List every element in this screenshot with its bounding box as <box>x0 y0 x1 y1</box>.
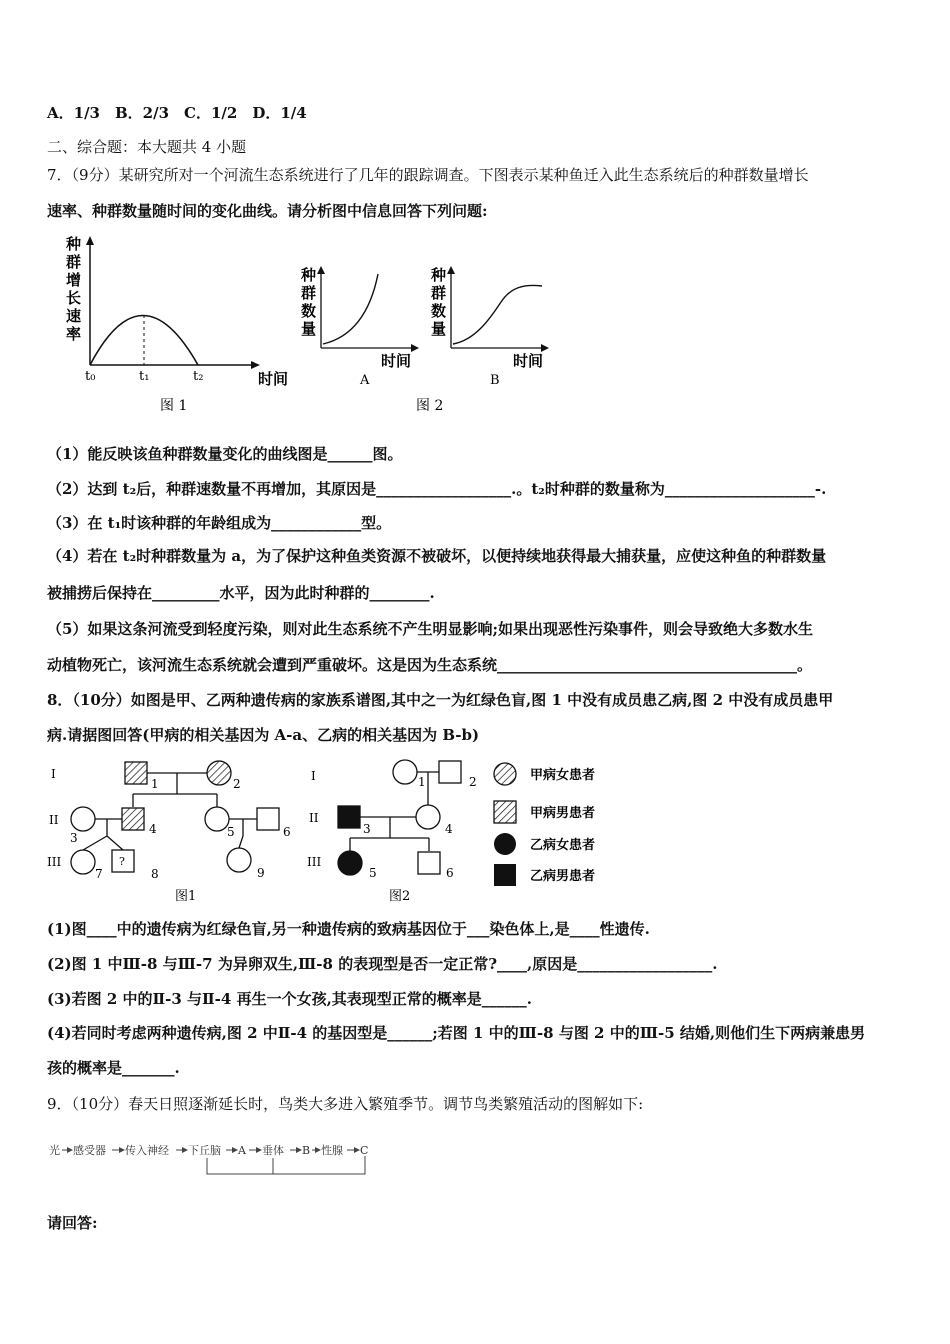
q7-sub4-line1: （4）若在 t₂时种群数量为 a，为了保护这种鱼类资源不被破坏，以便持续地获得最大捕获量，应使这种鱼的种群数量 <box>47 547 827 565</box>
ped2-I1-normal-female <box>393 760 417 784</box>
q9-flow-diagram <box>45 1136 385 1178</box>
legend-filled-circle-icon <box>494 833 516 855</box>
q7-sub4-line2: 被捕捞后保持在_________水平，因为此时种群的________. <box>47 584 435 602</box>
ped2-II4-normal-female <box>416 805 440 829</box>
ped2-gen-I: I <box>311 769 316 783</box>
q7-sub1: （1）能反映该鱼种群数量变化的曲线图是______图。 <box>47 445 403 463</box>
legend-filled-square-icon <box>494 864 516 886</box>
section-title: 二、综合题：本大题共 4 小题 <box>47 138 247 156</box>
q7-sub2: （2）达到 t₂后，种群速数量不再增加，其原因是__________________.。t₂时种群的数量称为____________________-. <box>47 480 827 498</box>
fig2-label-a: A <box>360 373 370 388</box>
ped1-label: 6 <box>283 825 291 839</box>
fig2b-ylabel-char: 数 <box>431 302 447 320</box>
q7-sub5-line2: 动植物死亡，该河流生态系统就会遭到严重破坏。这是因为生态系统________________________________________。 <box>47 656 813 674</box>
flow-node: 传入神经 <box>125 1144 169 1157</box>
flow-node: C <box>360 1144 369 1157</box>
ped1-unknown-mark: ? <box>119 855 125 868</box>
ped2-label: 4 <box>445 822 453 836</box>
q8-sub1: (1)图____中的遗传病为红绿色盲,另一种遗传病的致病基因位于___染色体上,是____性遗传. <box>47 920 650 938</box>
fig2a-ylabel-char: 数 <box>301 302 317 320</box>
fig2a-xlabel: 时间 <box>381 352 412 370</box>
ped1-I2-affected-female <box>207 761 231 785</box>
ped2-gen-II: II <box>309 811 319 825</box>
flow-node: 感受器 <box>73 1144 106 1157</box>
ped1-label: 4 <box>149 822 157 836</box>
fig2b-xlabel: 时间 <box>513 352 544 370</box>
fig2b-ylabel-char: 群 <box>431 284 447 302</box>
q7-stem-line1: 7．（9分）某研究所对一个河流生态系统进行了几年的跟踪调查。下图表示某种鱼迁入此生态系统后的种群数量增长 <box>47 166 809 184</box>
fig2b-y-arrow <box>447 266 455 274</box>
ped2-label: 3 <box>363 822 371 836</box>
fig1-ylabel-char: 长 <box>66 289 82 307</box>
ped1-III9-normal-female <box>227 848 251 872</box>
fig2b-x-arrow <box>541 344 549 352</box>
ped1-label: 2 <box>233 777 241 791</box>
ped2-caption: 图2 <box>389 889 411 904</box>
q7-figure-2 <box>296 262 556 422</box>
pedigree-figure-1 <box>45 758 305 908</box>
flow-node: 垂体 <box>262 1144 284 1157</box>
q9-stem: 9．（10分）春天日照逐渐延长时，鸟类大多进入繁殖季节。调节鸟类繁殖活动的图解如下: <box>47 1095 644 1113</box>
ped1-twin-line-7 <box>83 836 107 850</box>
q9-ask: 请回答: <box>47 1214 98 1232</box>
fig2a-ylabel-char: 种 <box>301 266 317 284</box>
ped1-gen-II: II <box>49 813 59 827</box>
fig1-ylabel-char: 群 <box>66 253 82 271</box>
ped1-label: 5 <box>227 825 235 839</box>
ped2-III6-normal-male <box>418 852 440 874</box>
ped2-label: 5 <box>369 866 377 880</box>
legend-label: 甲病男患者 <box>530 806 596 821</box>
ped1-label: 7 <box>95 867 103 881</box>
ped2-II3-affected-male <box>338 806 360 828</box>
ped1-gen-I: I <box>51 767 56 781</box>
fig2a-ylabel-char: 群 <box>301 284 317 302</box>
q6-options: A．1/3 B．2/3 C．1/2 D．1/4 <box>47 104 307 122</box>
q7-sub3: （3）在 t₁时该种群的年龄组成为____________型。 <box>47 514 392 532</box>
fig2b-ylabel-char: 种 <box>431 266 447 284</box>
fig2b-ylabel-char: 量 <box>431 320 447 338</box>
q8-sub4-line2: 孩的概率是_______. <box>47 1059 180 1077</box>
legend-label: 乙病男患者 <box>530 869 596 884</box>
q7-sub5-line1: （5）如果这条河流受到轻度污染，则对此生态系统不产生明显影响;如果出现恶性污染事件，则会导致绝大多数水生 <box>47 620 813 638</box>
flow-node: A <box>238 1144 246 1157</box>
fig1-ylabel-char: 增 <box>66 271 82 289</box>
pedigree-legend <box>490 760 620 890</box>
ped2-III5-affected-female <box>338 851 362 875</box>
ped1-caption: 图1 <box>175 889 197 904</box>
fig1-t2: t₂ <box>193 369 204 384</box>
ped1-label: 1 <box>151 777 159 791</box>
flow-node: 下丘脑 <box>188 1144 221 1157</box>
fig1-caption: 图 1 <box>160 398 188 414</box>
fig2-label-b: B <box>490 373 500 388</box>
q8-stem-line1: 8．（10分）如图是甲、乙两种遗传病的家族系谱图,其中之一为红绿色盲,图 1 中没有成员患乙病,图 2 中没有成员患甲 <box>47 691 834 709</box>
ped1-gen-III: III <box>47 855 62 869</box>
ped2-label: 1 <box>418 775 426 789</box>
fig2a-ylabel-char: 量 <box>301 320 317 338</box>
ped1-I1-affected-male <box>125 762 147 784</box>
legend-hatched-circle-icon <box>494 763 516 785</box>
fig1-ylabel-char: 率 <box>66 325 82 343</box>
q7-figure-1 <box>60 232 300 417</box>
ped2-gen-III: III <box>307 855 322 869</box>
fig1-xlabel: 时间 <box>258 370 289 388</box>
ped1-label: 8 <box>151 867 159 881</box>
flow-node: B <box>302 1144 311 1157</box>
ped1-twin-line-8 <box>107 836 123 850</box>
fig1-ylabel-char: 种 <box>66 235 82 253</box>
ped2-I2-normal-male <box>439 761 461 783</box>
ped2-label: 6 <box>446 866 454 880</box>
fig1-y-arrow <box>86 236 94 245</box>
ped1-II3-normal-female <box>71 807 95 831</box>
legend-hatched-square-icon <box>494 801 516 823</box>
q8-stem-line2: 病.请据图回答(甲病的相关基因为 A-a、乙病的相关基因为 B-b) <box>47 726 480 744</box>
ped1-II4-affected-male <box>122 808 144 830</box>
q8-sub4-line1: (4)若同时考虑两种遗传病,图 2 中Ⅱ-4 的基因型是______;若图 1 中的Ⅲ-8 与图 2 中的Ⅲ-5 结婚,则他们生下两病兼患男 <box>47 1024 866 1042</box>
fig1-x-arrow <box>251 361 260 369</box>
fig1-ylabel-char: 速 <box>66 307 82 325</box>
ped1-label: 9 <box>257 866 265 880</box>
legend-label: 乙病女患者 <box>530 838 596 853</box>
flow-feedback-to-hypothalamus <box>207 1156 365 1174</box>
q8-sub2: (2)图 1 中Ⅲ-8 与Ⅲ-7 为异卵双生,Ⅲ-8 的表现型是否一定正常?____,原因是__________________. <box>47 955 718 973</box>
fig2a-y-arrow <box>317 266 325 274</box>
fig2a-j-curve <box>323 274 378 344</box>
fig1-t1: t₁ <box>139 369 150 384</box>
ped2-label: 2 <box>469 775 477 789</box>
q8-sub3: (3)若图 2 中的Ⅱ-3 与Ⅱ-4 再生一个女孩,其表现型正常的概率是______. <box>47 990 533 1008</box>
legend-label: 甲病女患者 <box>530 768 596 783</box>
fig1-t0: t₀ <box>85 369 96 384</box>
ped1-III7-normal-female <box>71 850 95 874</box>
q7-stem-line2: 速率、种群数量随时间的变化曲线。请分析图中信息回答下列问题: <box>47 202 488 220</box>
ped1-II5-normal-female <box>205 807 229 831</box>
fig2b-s-curve <box>453 285 542 344</box>
flow-feedback-to-pituitary <box>273 1158 365 1174</box>
flow-node: 光 <box>49 1144 60 1157</box>
fig2a-x-arrow <box>411 344 419 352</box>
pedigree-figure-2 <box>305 758 485 908</box>
flow-node: 性腺 <box>321 1144 343 1157</box>
fig1-ylabel <box>65 235 81 343</box>
ped1-II6-normal-male <box>257 808 279 830</box>
fig2-caption: 图 2 <box>416 398 444 414</box>
ped1-label: 3 <box>70 831 78 845</box>
